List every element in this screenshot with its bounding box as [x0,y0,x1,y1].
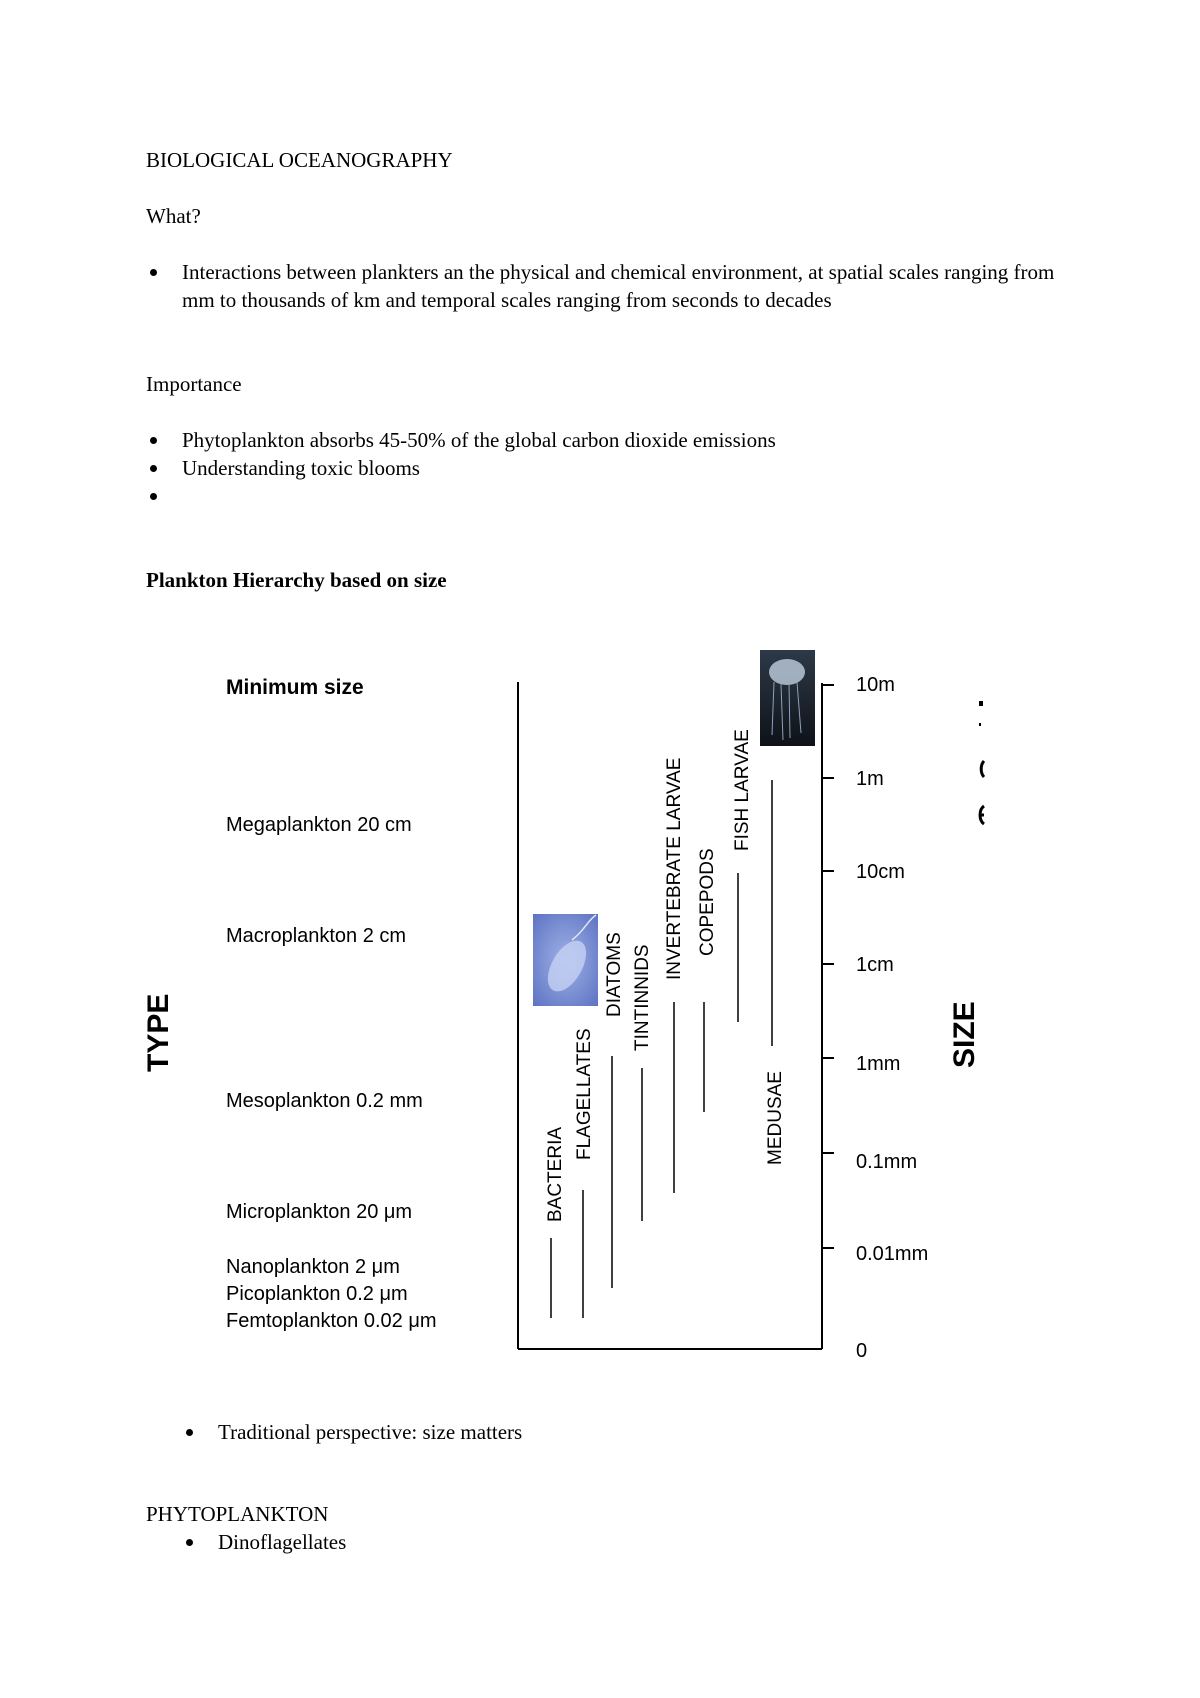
size-class-name: Femtoplankton [226,1310,359,1332]
phytoplankton-bullet: Dinoflagellates [182,1528,982,1556]
size-tick-label: 1cm [856,954,894,976]
size-class-name: Mesoplankton [226,1090,351,1112]
cropped-edge-marks [979,701,984,824]
size-class-size: 0.2 μm [346,1283,408,1305]
size-class-size: 0.02 μm [363,1310,437,1332]
organism-label-bacteria: BACTERIA [545,1126,566,1222]
size-tick-label: 1mm [856,1053,901,1075]
figure-header: Minimum size [226,676,364,699]
type-axis-title: TYPE [142,993,175,1072]
size-class-size: 2 cm [362,925,407,947]
size-class-size: 20 cm [357,814,412,836]
hierarchy-heading: Plankton Hierarchy based on size [146,568,447,592]
organism-label-invertebrate-larvae: INVERTEBRATE LARVAE [664,757,685,980]
what-heading: What? [146,204,201,228]
size-class-name: Picoplankton [226,1283,341,1305]
size-class-name: Microplankton [226,1201,351,1223]
after-figure-bullet: Traditional perspective: size matters [182,1418,982,1446]
size-tick-label: 0.01mm [856,1243,929,1265]
organism-label-flagellates: FLAGELLATES [574,1028,595,1160]
organism-label-fish-larvae: FISH LARVAE [732,729,753,851]
importance-bullet: Understanding toxic blooms [146,454,1076,482]
flagellate-image [533,914,598,1006]
importance-heading: Importance [146,372,242,396]
organism-label-tintinnids: TINTINNIDS [632,944,653,1051]
document-title: BIOLOGICAL OCEANOGRAPHY [146,148,453,172]
size-class-name: Macroplankton [226,925,358,947]
organism-label-diatoms: DIATOMS [604,932,625,1017]
importance-bullet: Phytoplankton absorbs 45-50% of the global carbon dioxide emissions [146,426,1076,454]
size-tick-label: 10cm [856,861,905,883]
size-tick-label: 0.1mm [856,1151,918,1173]
phytoplankton-heading: PHYTOPLANKTON [146,1502,329,1526]
size-class-size: 0.2 mm [356,1090,423,1112]
size-class-name: Nanoplankton [226,1256,350,1278]
organism-label-medusae: MEDUSAE [765,1071,786,1165]
organism-label-copepods: COPEPODS [697,848,718,956]
size-tick-label: 10m [856,674,895,696]
after-figure-bullet-list [182,1418,982,1446]
size-tick-label: 0 [856,1340,868,1362]
size-class-name: Megaplankton [226,814,352,836]
size-class-size: 2 μm [355,1256,400,1278]
jellyfish-image [760,650,815,746]
size-axis-title: SIZE [948,1001,981,1068]
size-tick-label: 1m [856,768,884,790]
phytoplankton-bullet-list [182,1528,982,1556]
what-bullet: Interactions between plankters an the physical and chemical environment, at spatial scales ranging from mm to thousands of km and temporal scales ranging from seconds to decades [146,258,1076,314]
size-class-size: 20 μm [356,1201,413,1223]
